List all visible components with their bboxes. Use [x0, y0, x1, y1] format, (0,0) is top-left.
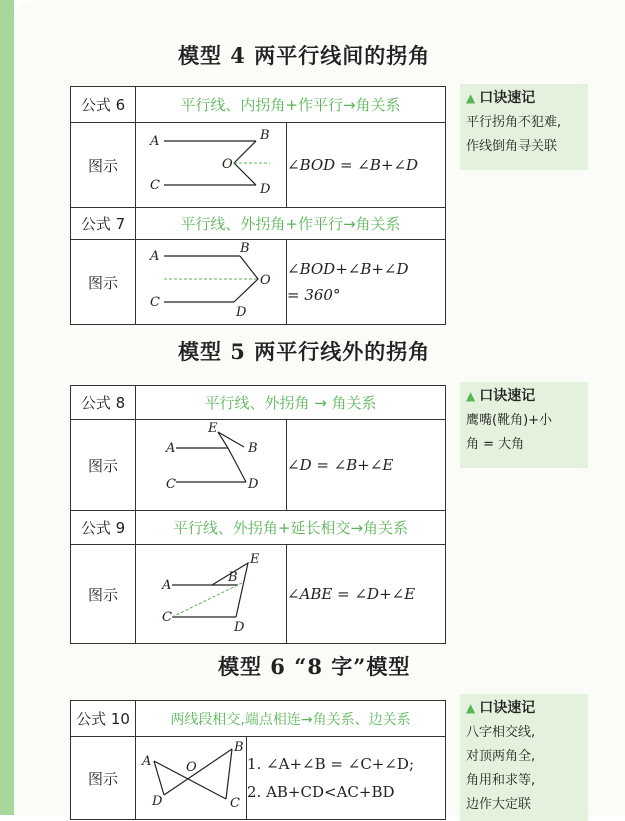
note3-line1: 八字相交线, [466, 725, 536, 740]
pencil-icon: ▲ [466, 701, 476, 715]
formula6-figure [136, 123, 287, 208]
note3-line4: 边作大定联 [466, 797, 532, 812]
formula9-figure-label: 图示 [71, 545, 136, 644]
fig10-label-d: D [152, 794, 163, 809]
fig7-label-b: B [240, 241, 250, 256]
note3-line3: 角用和求等, [466, 773, 536, 788]
formula10-result-line1: 1. ∠A+∠B = ∠C+∠D; [247, 755, 415, 773]
formula-table-1 [70, 86, 446, 325]
figure8-svg [136, 420, 286, 506]
mnemonic-note-1 [460, 84, 588, 170]
formula-table-2 [70, 385, 446, 644]
figure9-svg [136, 545, 286, 639]
model5-heading: 模型 5 两平行线外的拐角 [178, 339, 431, 364]
fig10-label-b: B [234, 740, 244, 755]
pencil-icon: ▲ [466, 389, 476, 403]
formula6-label: 公式 6 [71, 87, 136, 123]
fig6-label-a: A [150, 134, 160, 149]
fig7-label-d: D [236, 305, 247, 320]
fig7-label-c: C [150, 295, 160, 310]
formula7-result-line2: = 360° [287, 286, 341, 304]
formula8-label: 公式 8 [71, 386, 136, 420]
formula8-figure-label: 图示 [71, 420, 136, 511]
fig7-label-o: O [260, 273, 271, 288]
formula6-figure-label: 图示 [71, 123, 136, 208]
formula7-figure [136, 240, 287, 325]
fig6-label-d: D [260, 182, 271, 197]
mnemonic-note-3 [460, 694, 588, 821]
note2-title: 口诀速记 [479, 388, 536, 404]
mnemonic-note-2 [460, 382, 588, 468]
left-color-band [0, 0, 14, 815]
fig8-label-b: B [248, 441, 258, 456]
fig8-label-c: C [166, 477, 176, 492]
formula10-title: 两线段相交,端点相连→角关系、边关系 [136, 701, 446, 737]
formula8-title: 平行线、外拐角 → 角关系 [136, 386, 446, 420]
note1-line1: 平行拐角不犯难, [466, 115, 562, 130]
fig9-label-e: E [250, 552, 260, 567]
note1-line2: 作线倒角寻关联 [466, 139, 558, 154]
formula-table-3 [70, 700, 446, 820]
formula7-figure-label: 图示 [71, 240, 136, 325]
fig10-label-c: C [230, 796, 240, 811]
formula9-title: 平行线、外拐角+延长相交→角关系 [136, 511, 446, 545]
formula9-figure [136, 545, 287, 644]
formula8-figure [136, 420, 287, 511]
figure7-svg [136, 240, 286, 320]
formula9-result: ∠ABE = ∠D+∠E [287, 545, 446, 644]
formula9-label: 公式 9 [71, 511, 136, 545]
formula10-figure [136, 737, 247, 820]
formula10-result [247, 737, 446, 820]
note1-title: 口诀速记 [479, 90, 536, 106]
formula10-figure-label: 图示 [71, 737, 136, 820]
fig9-label-a: A [162, 578, 172, 593]
model6-heading: 模型 6 “8 字”模型 [218, 654, 411, 679]
fig6-label-c: C [150, 178, 160, 193]
fig8-label-d: D [248, 477, 259, 492]
fig7-label-a: A [150, 249, 160, 264]
fig10-label-o: O [186, 760, 197, 775]
fig8-label-e: E [208, 421, 218, 436]
fig9-label-d: D [234, 620, 245, 635]
formula6-result: ∠BOD = ∠B+∠D [287, 123, 446, 208]
figure10-svg [136, 737, 246, 815]
fig9-label-b: B [228, 570, 238, 585]
note2-line1: 鹰嘴(靴角)+小 [466, 413, 553, 428]
formula10-result-line2: 2. AB+CD<AC+BD [247, 783, 395, 801]
note2-line2: 角 = 大角 [466, 437, 525, 452]
note3-line2: 对顶两角全, [466, 749, 536, 764]
pencil-icon: ▲ [466, 91, 476, 105]
formula7-title: 平行线、外拐角+作平行→角关系 [136, 208, 446, 240]
fig6-label-b: B [260, 128, 270, 143]
formula7-result-line1: ∠BOD+∠B+∠D [287, 260, 409, 278]
formula8-result: ∠D = ∠B+∠E [287, 420, 446, 511]
note3-title: 口诀速记 [479, 700, 536, 716]
formula7-label: 公式 7 [71, 208, 136, 240]
fig6-label-o: O [222, 157, 233, 172]
model4-heading: 模型 4 两平行线间的拐角 [178, 43, 431, 68]
figure6-svg [136, 123, 286, 203]
fig9-label-c: C [162, 610, 172, 625]
fig10-label-a: A [142, 754, 152, 769]
fig8-label-a: A [166, 441, 176, 456]
formula6-title: 平行线、内拐角+作平行→角关系 [136, 87, 446, 123]
formula10-label: 公式 10 [71, 701, 136, 737]
formula7-result [287, 240, 446, 325]
